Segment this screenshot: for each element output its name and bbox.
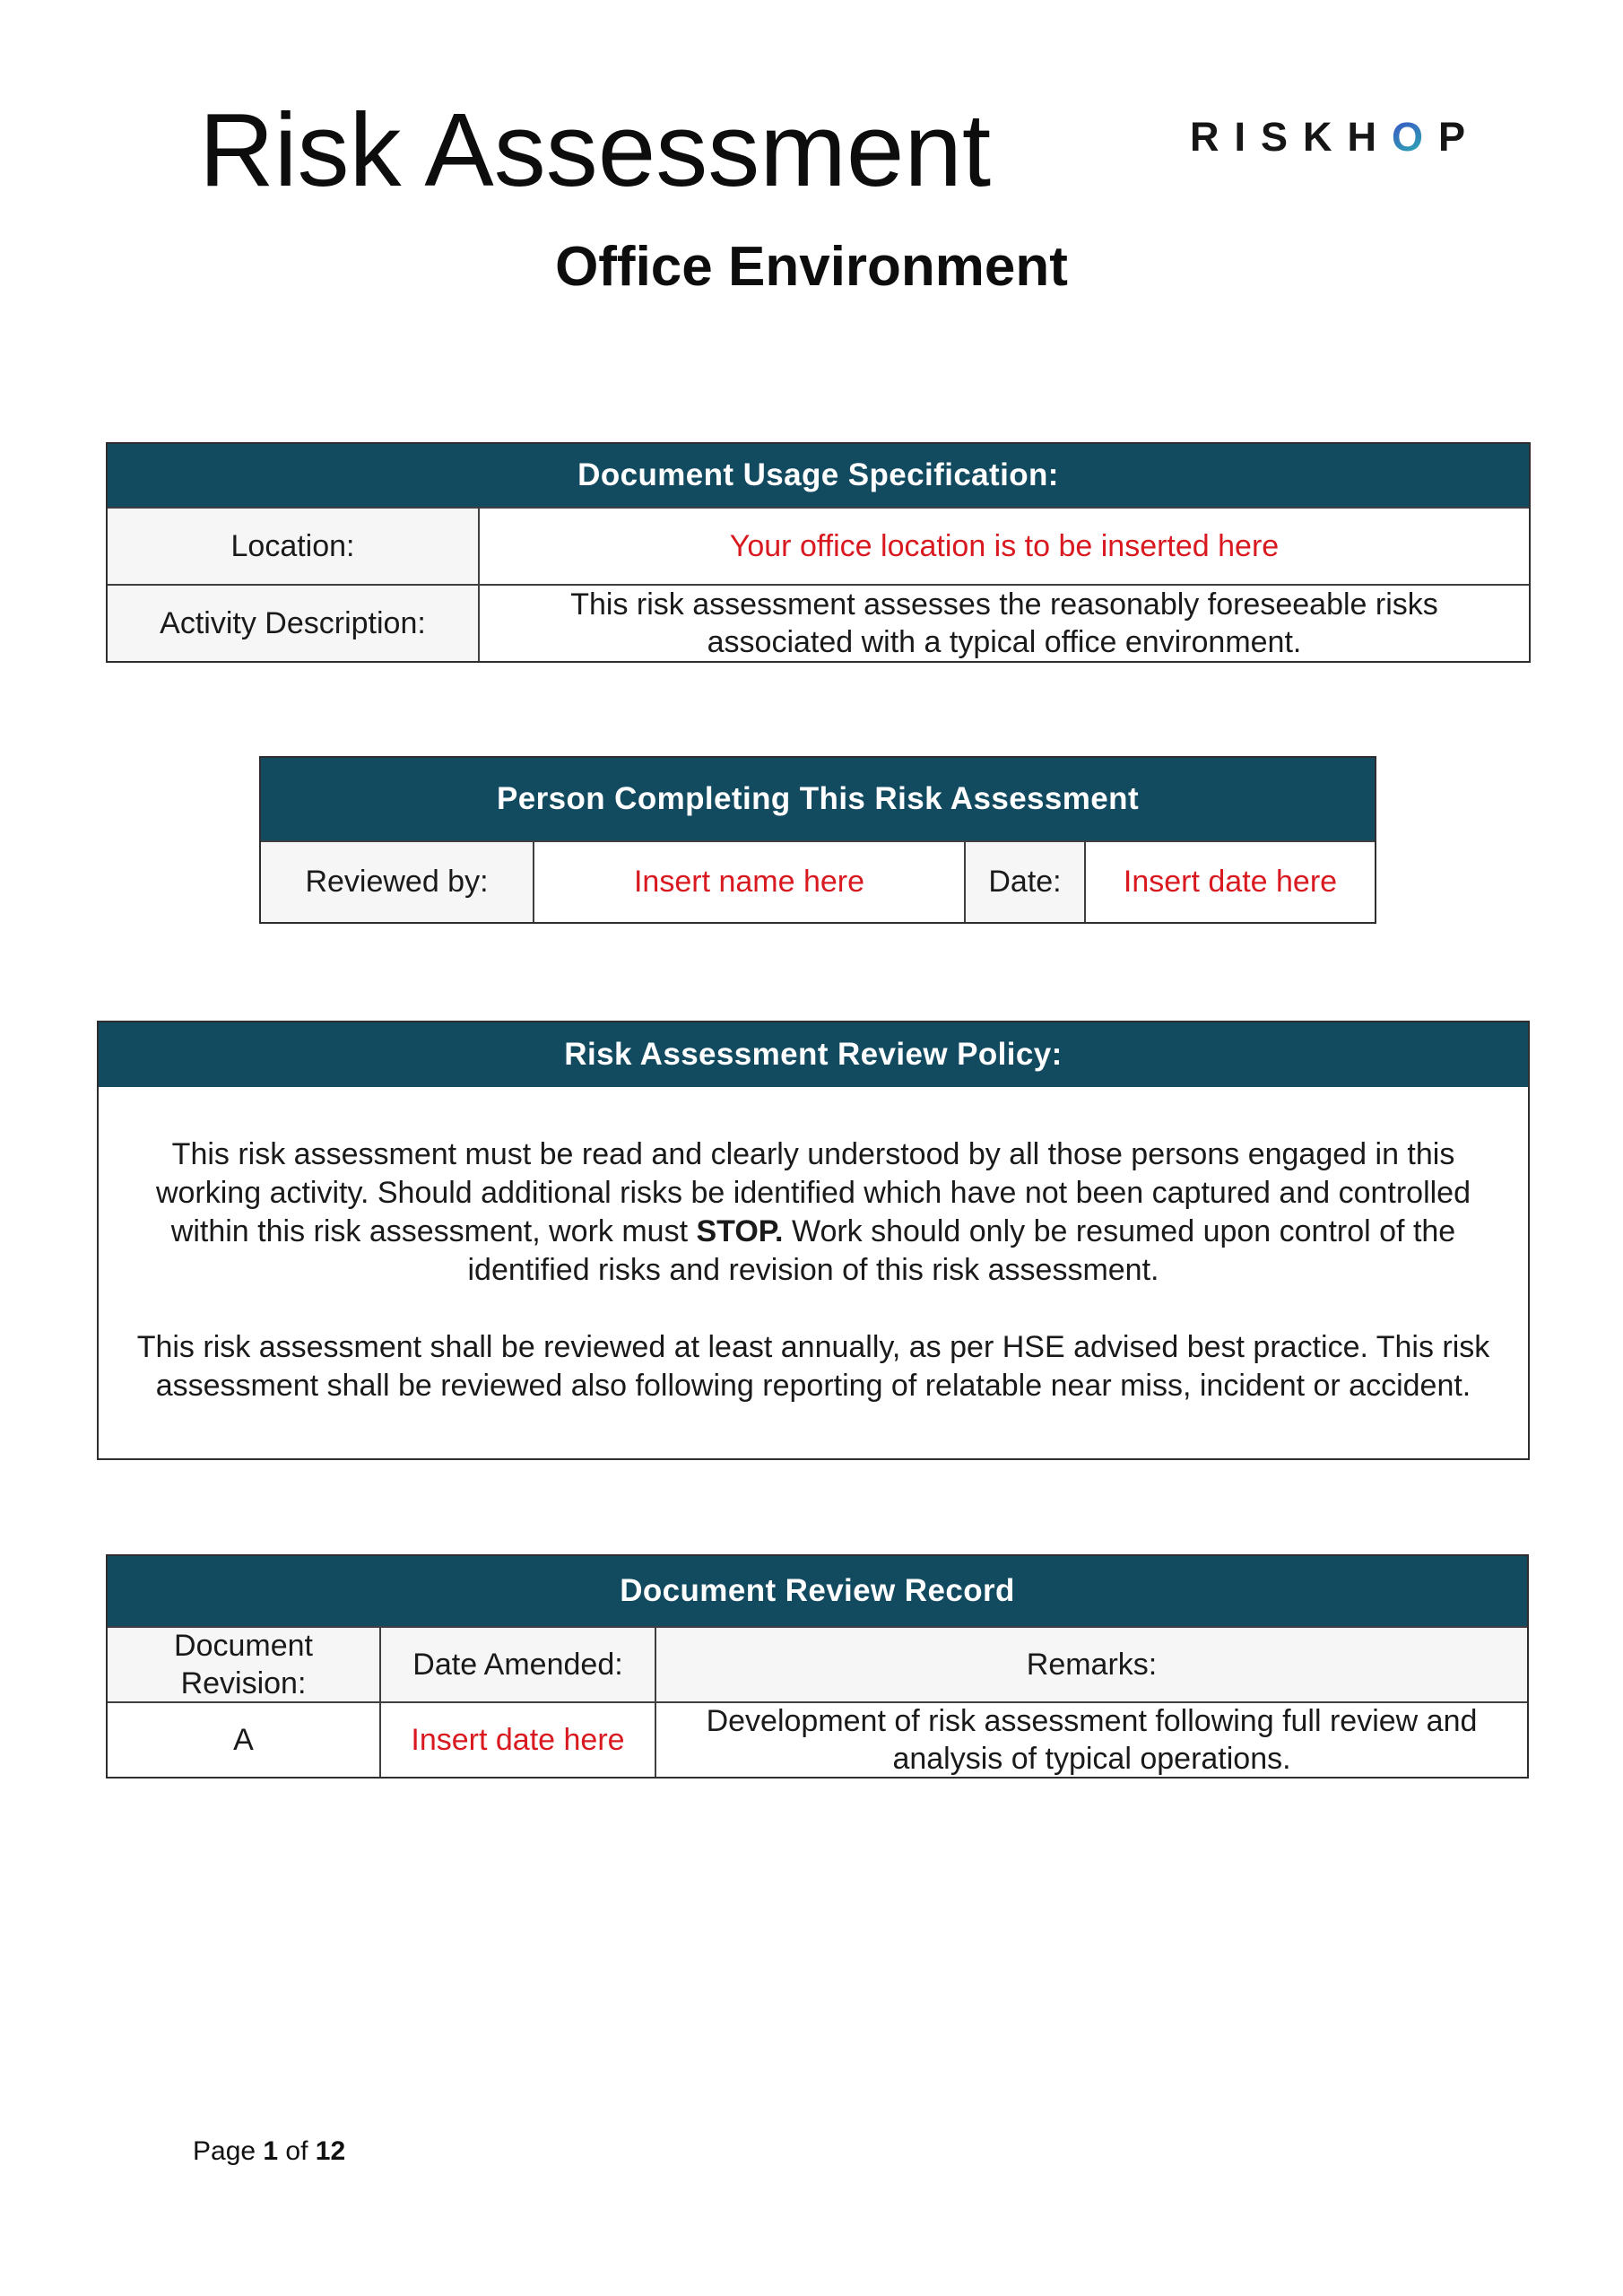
footer-total-pages: 12 (315, 2136, 346, 2166)
usage-table-body (108, 507, 1529, 661)
policy-p1-text: This risk assessment must be read and clearly understood by all those persons engaged in this working activity. Should additional risks be identified which have not been captured and controlled within this risk assessment, work must (155, 1137, 1471, 1248)
person-table-header: Person Completing This Risk Assessment (261, 758, 1375, 840)
logo-accent-letter: O (1392, 114, 1439, 160)
document-usage-specification-table (106, 442, 1531, 663)
policy-stop-emphasis: STOP. (696, 1214, 784, 1248)
usage-table-header: Document Usage Specification: (108, 444, 1529, 507)
review-policy-text (99, 1087, 1528, 1458)
policy-p1-text-end: Work should only be resumed upon control of the identified risks and revision of this risk assessment. (467, 1214, 1456, 1287)
page-subtitle: Office Environment (555, 236, 1068, 298)
activity-description-value: This risk assessment assesses the reasonably foreseeable risks associated with a typical office environment. (480, 584, 1529, 661)
review-policy-box (97, 1021, 1530, 1460)
remarks-value: Development of risk assessment following full review and analysis of typical operations. (656, 1701, 1527, 1777)
page-title: Risk Assessment (199, 91, 992, 208)
footer-page-number: 1 (263, 2136, 279, 2166)
footer-word-of: of (278, 2136, 316, 2166)
review-policy-paragraph-2: This risk assessment shall be reviewed at least annually, as per HSE advised best practice. This risk assessment shall be reviewed also following reporting of relatable near miss, incident or accident. (136, 1330, 1490, 1403)
activity-description-label: Activity Description: (108, 584, 480, 661)
riskhop-logo (1190, 114, 1481, 160)
person-table-body (261, 840, 1375, 922)
column-header-remarks: Remarks: (656, 1626, 1527, 1701)
person-completing-table (259, 756, 1376, 924)
date-amended-value-placeholder[interactable]: Insert date here (381, 1701, 656, 1777)
page-footer (193, 2136, 345, 2167)
footer-word-page: Page (193, 2136, 264, 2166)
reviewed-by-value-placeholder[interactable]: Insert name here (534, 840, 966, 922)
reviewed-by-label: Reviewed by: (261, 840, 534, 922)
logo-text-left: RISKH (1190, 114, 1393, 160)
date-value-placeholder[interactable]: Insert date here (1086, 840, 1375, 922)
logo-text-right: P (1438, 114, 1481, 160)
location-value-placeholder[interactable]: Your office location is to be inserted here (480, 507, 1529, 584)
column-header-document-revision: Document Revision: (108, 1626, 381, 1701)
date-label: Date: (966, 840, 1086, 922)
column-header-date-amended: Date Amended: (381, 1626, 656, 1701)
review-policy-paragraph-1 (117, 1135, 1510, 1290)
review-policy-header: Risk Assessment Review Policy: (99, 1022, 1528, 1087)
revision-value: A (108, 1701, 381, 1777)
review-record-header: Document Review Record (108, 1556, 1527, 1626)
document-review-record-table (106, 1554, 1529, 1779)
review-record-body (108, 1626, 1527, 1777)
location-label: Location: (108, 507, 480, 584)
